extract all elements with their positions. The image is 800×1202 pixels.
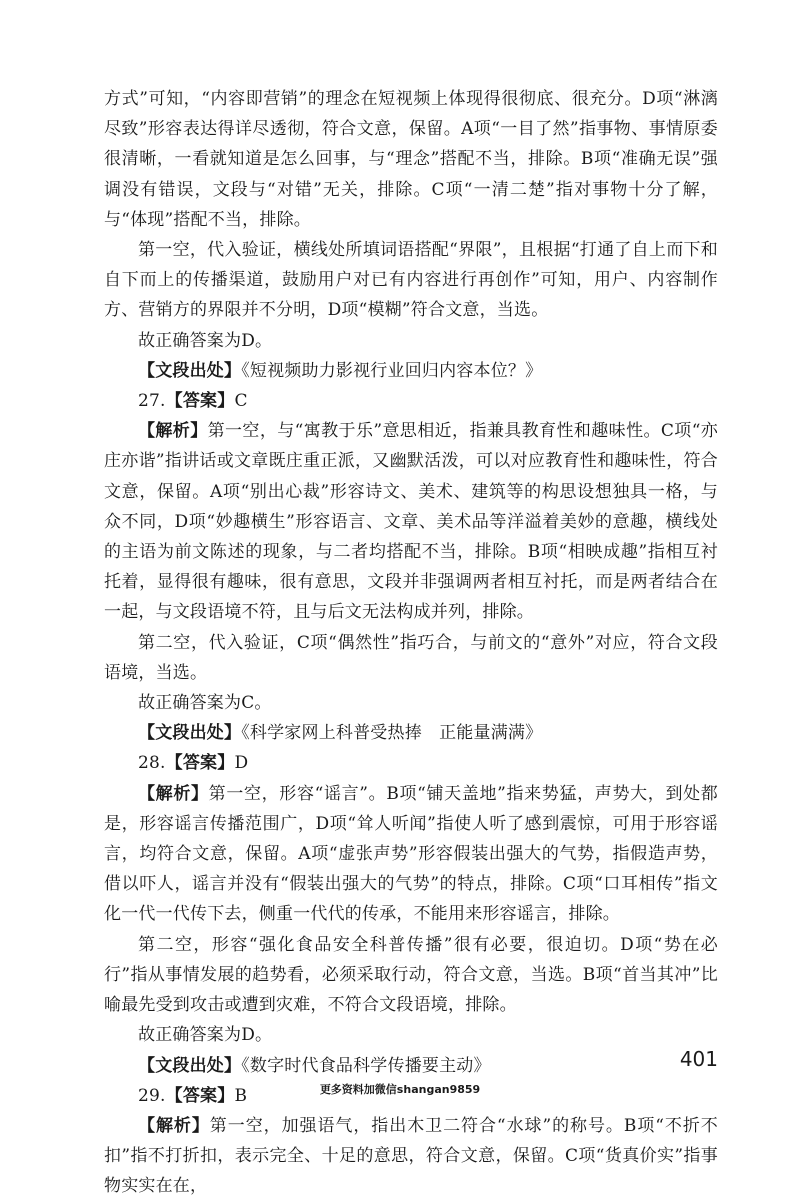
source-title: 《科学家网上科普受热捧 正能量满满》: [241, 723, 543, 744]
analysis-label: 【解析】: [138, 421, 208, 442]
paragraph-q28-blank2: 第二空，形容“强化食品安全科普传播”很有必要，很迫切。D项“势在必行”指从事情发展的趋势看，必须采取行动，符合文意，当选。B项“首当其冲”比喻最先受到攻击或遭到灾难，不符合文段语境，排除。: [104, 934, 718, 1016]
body-text: [104, 84, 718, 1202]
analysis-q28: [104, 779, 718, 930]
paragraph-q28-conclusion: 故正确答案为D。: [138, 1025, 273, 1046]
analysis-text: 第一空，加强语气，指出木卫二符合“水球”的称号。B项“不折不扣”指不打折扣，表示完全、十足的意思，符合文意，保留。C项“货真价实”指事物实实在在，: [104, 1115, 718, 1197]
answer-value: D: [234, 753, 249, 774]
source-title: 《短视频助力影视行业回归内容本位？》: [241, 360, 543, 381]
analysis-label: 【解析】: [138, 1115, 210, 1136]
analysis-label: 【解析】: [138, 783, 209, 804]
answer-q28: [104, 748, 718, 778]
answer-label: 【答案】: [165, 1085, 235, 1106]
source-q28: [104, 1051, 718, 1081]
analysis-text: 第一空，形容“谣言”。B项“铺天盖地”指来势猛，声势大，到处都是，形容谣言传播范围广，D项“耸人听闻”指使人听了感到震惊，可用于形容谣言，均符合文意，保留。A项“虚张声势”形容假装出强大的气势，指假造声势，借以吓人，谣言并没有“假装出强大的气势”的特点，排除。C项“口耳相传”指文化一代一代传下去，侧重一代代的传承，不能用来形容谣言，排除。: [104, 783, 718, 925]
source-label: 【文段出处】: [138, 360, 242, 381]
paragraph-q27-conclusion: 故正确答案为C。: [138, 693, 272, 714]
paragraph-q27-blank2: 第二空，代入验证，C项“偶然性”指巧合，与前文的“意外”对应，符合文段语境，当选。: [104, 632, 718, 683]
source-label: 【文段出处】: [138, 1055, 242, 1076]
footer-note: 更多资料加微信shangan9859: [319, 1083, 481, 1096]
question-number: 27.: [138, 391, 166, 412]
paragraph-q26-continued: 方式”可知，“内容即营销”的理念在短视频上体现得很彻底、很充分。D项“淋漓尽致”形容表达得详尽透彻，符合文意，保留。A项“一目了然”指事物、事情原委很清晰，一看就知道是怎么回事，与“理念”搭配不当，排除。B项“准确无误”强调没有错误，文段与“对错”无关，排除。C项“一清二楚”指对事物十分了解，与“体现”搭配不当，排除。: [104, 89, 718, 230]
page-number: 401: [679, 1047, 718, 1071]
source-q27: [104, 718, 718, 748]
question-number: 29.: [138, 1085, 166, 1106]
answer-label: 【答案】: [165, 391, 235, 412]
analysis-q29: [104, 1111, 718, 1202]
question-number: 28.: [138, 753, 166, 774]
answer-value: B: [234, 1085, 248, 1106]
source-label: 【文段出处】: [138, 723, 242, 744]
analysis-q27: [104, 416, 718, 627]
answer-q27: [104, 386, 718, 416]
answer-label: 【答案】: [165, 753, 235, 774]
analysis-text: 第一空，与“寓教于乐”意思相近，指兼具教育性和趣味性。C项“亦庄亦谐”指讲话或文章既庄重正派，又幽默活泼，可以对应教育性和趣味性，符合文意，保留。A项“别出心裁”形容诗文、美术、建筑等的构思设想独具一格，与众不同，D项“妙趣横生”形容语言、文章、美术品等洋溢着美妙的意趣，横线处的主语为前文陈述的现象，与二者均搭配不当，排除。B项“相映成趣”指相互衬托着，显得很有趣味，很有意思，文段并非强调两者相互衬托，而是两者结合在一起，与文段语境不符，且与后文无法构成并列，排除。: [104, 421, 718, 623]
source-title: 《数字时代食品科学传播要主动》: [241, 1055, 491, 1076]
source-q26: [104, 356, 718, 386]
paragraph-q26-conclusion: 故正确答案为D。: [138, 330, 273, 351]
paragraph-q26-blank1: 第一空，代入验证，横线处所填词语搭配“界限”，且根据“打通了自上而下和自下而上的传播渠道，鼓励用户对已有内容进行再创作”可知，用户、内容制作方、营销方的界限并不分明，D项“模糊”符合文意，当选。: [104, 240, 718, 321]
answer-value: C: [234, 391, 248, 412]
